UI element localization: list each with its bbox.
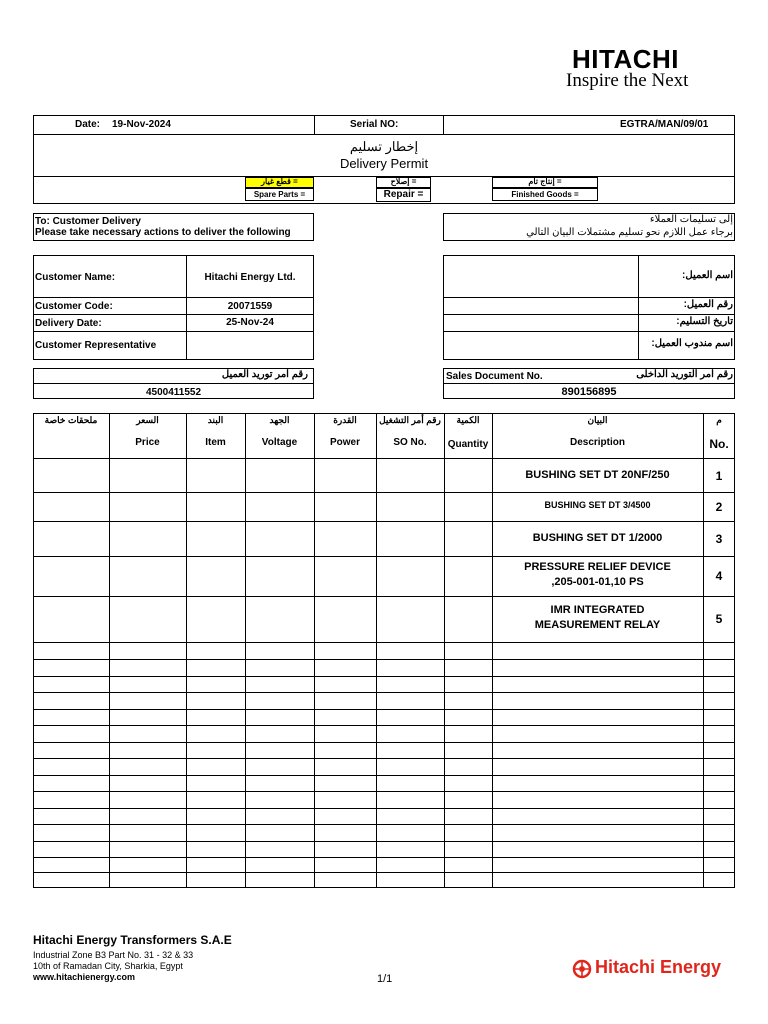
col-header-power: Power <box>329 437 360 448</box>
footer-website: www.hitachienergy.com <box>33 972 136 982</box>
col-header-ar-4: الجهد <box>269 415 290 425</box>
logo-tagline: Inspire the Next <box>566 70 689 91</box>
table-row-no: 2 <box>715 500 723 514</box>
col-header-so-no: SO No. <box>393 437 427 448</box>
customer-code-label-ar: رقم العميل: <box>683 299 733 310</box>
delivery-date-label: Delivery Date: <box>35 318 102 329</box>
col-header-ar-8: البيان <box>587 415 608 425</box>
page-number: 1/1 <box>377 973 393 985</box>
col-header-ar-5: القدرة <box>333 415 357 425</box>
serial-value: EGTRA/MAN/09/01 <box>620 119 709 130</box>
sales-doc-label: Sales Document No. <box>446 371 543 382</box>
col-header-ar-2: السعر <box>136 415 159 425</box>
footer-address1: Industrial Zone B3 Part No. 31 - 32 & 33 <box>33 950 194 960</box>
to-line2-ar: برجاء عمل اللازم نحو تسليم مشتملات البيان التالي <box>526 227 733 238</box>
col-header-no: No. <box>709 437 729 451</box>
table-row-no: 3 <box>715 532 723 546</box>
delivery-date-value: 25-Nov-24 <box>226 317 274 328</box>
customer-rep-label: Customer Representative <box>35 340 157 351</box>
col-header-item: Item <box>205 437 226 448</box>
col-header-ar-7: الكمية <box>456 415 480 425</box>
finished-goods-label: Finished Goods = <box>511 190 579 199</box>
sales-doc-value: 890156895 <box>561 386 617 398</box>
date-label: Date: <box>75 119 101 130</box>
po-label-ar: رقم امر توريد العميل <box>221 369 308 380</box>
table-row-description: IMR INTEGRATED <box>550 604 645 616</box>
table-row-description-line2: ,205-001-01,10 PS <box>551 576 644 588</box>
to-line1: To: Customer Delivery <box>35 216 141 227</box>
customer-name-value: Hitachi Energy Ltd. <box>204 272 296 283</box>
table-row-description: BUSHING SET DT 1/2000 <box>532 532 663 544</box>
date-value: 19-Nov-2024 <box>112 119 171 130</box>
table-row-description: BUSHING SET DT 20NF/250 <box>525 469 670 481</box>
col-header-quantity: Quantity <box>447 439 489 450</box>
table-row-no: 5 <box>715 612 723 626</box>
col-header-price: Price <box>135 437 160 448</box>
title-arabic: إخطار تسليم <box>349 139 419 154</box>
po-value: 4500411552 <box>145 387 202 398</box>
col-header-ar-6: رقم أمر التشغيل <box>379 415 441 425</box>
col-header-description: Description <box>569 437 625 448</box>
table-row-no: 1 <box>715 469 723 483</box>
items-table <box>33 413 735 888</box>
col-header-ar-9: م <box>716 415 722 425</box>
to-line2: Please take necessary actions to deliver the following <box>35 227 291 238</box>
customer-name-label-ar: اسم العميل: <box>682 270 733 281</box>
spare-parts-label-ar: قطع غيار = <box>261 177 298 186</box>
footer-company: Hitachi Energy Transformers S.A.E <box>33 933 232 947</box>
footer-brand: Hitachi Energy <box>595 957 722 977</box>
repair-label-ar: إصلاح = <box>390 177 417 186</box>
page-title: Delivery Permit <box>339 156 429 171</box>
customer-rep-label-ar: اسم مندوب العميل: <box>651 338 733 349</box>
col-header-ar-1: ملحقات خاصة <box>44 415 98 425</box>
repair-label: Repair = <box>383 189 424 200</box>
hitachi-logo: HITACHI <box>572 44 680 74</box>
hitachi-energy-mark-icon <box>572 959 592 979</box>
col-header-voltage: Voltage <box>261 437 298 448</box>
col-header-ar-3: البند <box>207 415 224 425</box>
finished-goods-label-ar: إنتاج تام = <box>528 177 562 186</box>
customer-code-value: 20071559 <box>227 301 273 312</box>
table-row-no: 4 <box>715 569 723 583</box>
table-row-description: BUSHING SET DT 3/4500 <box>544 500 651 510</box>
hitachi-energy-logo <box>572 957 742 981</box>
footer-address2: 10th of Ramadan City, Sharkia, Egypt <box>33 961 183 971</box>
to-line1-ar: إلى تسليمات العملاء <box>649 214 733 225</box>
table-row-description-line2: MEASUREMENT RELAY <box>534 619 661 631</box>
customer-code-label: Customer Code: <box>35 301 113 312</box>
customer-name-label: Customer Name: <box>35 272 116 283</box>
spare-parts-label: Spare Parts = <box>253 190 306 199</box>
delivery-date-label-ar: تاريخ التسليم: <box>676 316 733 327</box>
table-row-description: PRESSURE RELIEF DEVICE <box>524 561 671 573</box>
sales-doc-label-ar: رقم امر التوريد الداخلى <box>636 369 733 380</box>
serial-label: Serial NO: <box>350 119 399 130</box>
